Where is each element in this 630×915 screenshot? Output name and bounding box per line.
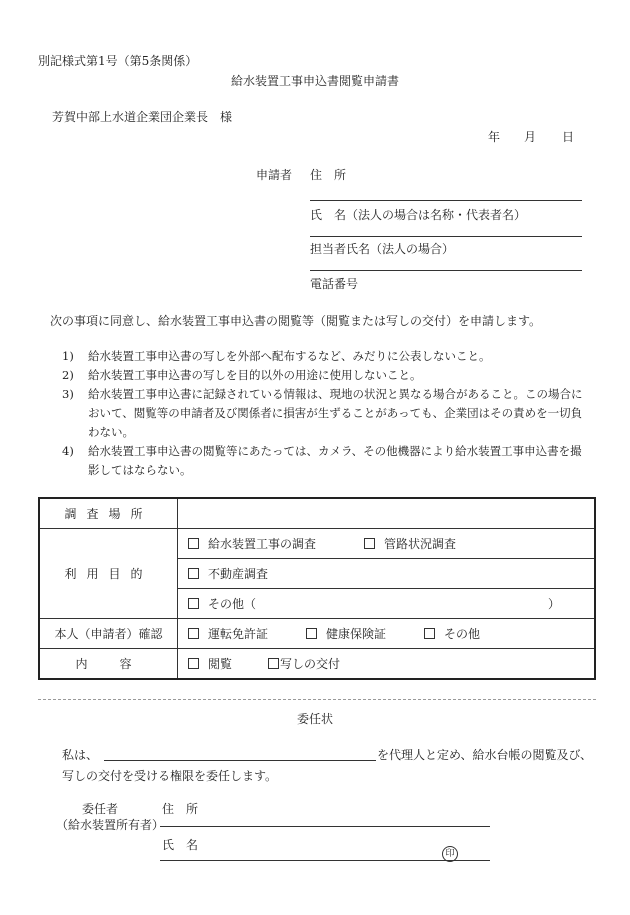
purpose-option-construction[interactable] [188,535,364,552]
condition-number: 4) [62,444,74,458]
condition-item [62,366,592,385]
purpose-option-realestate[interactable] [188,565,268,582]
addressee: 芳賀中部上水道企業団企業長 様 [52,110,233,124]
applicant-name-label: 氏 名（法人の場合は名称・代表者名） [310,208,527,222]
option-label: 運転免許証 [208,627,269,641]
option-label: 給水装置工事の調査 [208,537,317,551]
condition-number: 1) [62,349,74,363]
survey-location-field[interactable] [178,498,596,529]
date-day-label: 日 [562,130,575,144]
proxy-line1-suffix: を代理人と定め、給水台帳の閲覧及び、 [377,748,593,762]
condition-text: 給水装置工事申込書の閲覧等にあたっては、カメラ、その他機器により給水装置工事申込書を撮影してはならない。 [88,444,582,477]
delegator-address-label: 住 所 [162,802,199,816]
contact-write-line[interactable] [310,270,582,271]
condition-item [62,385,592,442]
option-label: 健康保険証 [326,627,387,641]
option-label: 写しの交付 [280,657,341,671]
cut-line [38,699,596,700]
date-month-label: 月 [524,130,537,144]
delegator-sub-label: （給水装置所有者） [56,818,165,832]
contact-name-label: 担当者氏名（法人の場合） [310,242,455,256]
delegator-name-label: 氏 名 [162,838,199,852]
condition-item [62,442,592,480]
form-number: 別記様式第1号（第5条関係） [38,54,198,68]
checkbox-icon[interactable] [268,658,279,669]
condition-number: 3) [62,387,74,401]
checkbox-icon[interactable] [188,658,199,669]
proxy-title: 委任状 [296,712,333,726]
address-write-line[interactable] [310,200,582,201]
delegator-address-write-line[interactable] [160,826,490,827]
survey-location-label: 調査場所 [64,507,153,521]
seal-mark: 印 [442,846,458,862]
checkbox-icon[interactable] [188,538,199,549]
applicant-address-label: 住 所 [310,168,347,182]
content-option-view[interactable] [188,655,268,672]
proxy-agent-write-line[interactable] [104,760,376,761]
identity-option-insurance[interactable] [306,625,424,642]
checkbox-icon[interactable] [188,598,199,609]
checkbox-icon[interactable] [306,628,317,639]
identity-option-other[interactable] [424,625,480,642]
condition-number: 2) [62,368,74,382]
option-label: その他（ [208,597,257,611]
condition-text: 給水装置工事申込書に記録されている情報は、現地の状況と異なる場合があること。この場合において、閲覧等の申請者及び関係者に損害が生ずることがあっても、企業団はその責めを一切負わない。 [88,387,583,439]
document-title: 給水装置工事申込書閲覧申請書 [230,74,399,88]
delegator-label: 委任者 [82,802,119,816]
paren-close: ） [548,597,561,611]
identity-label: 本人（申請者）確認 [54,627,163,641]
applicant-label: 申請者 [256,168,293,182]
agreement-text: 次の事項に同意し、給水装置工事申込書の閲覧等（閲覧または写しの交付）を申請します。 [50,314,542,328]
content-label: 内 容 [75,657,142,671]
content-option-copy[interactable] [268,655,340,672]
checkbox-icon[interactable] [188,628,199,639]
purpose-option-other[interactable] [188,595,548,612]
checkbox-icon[interactable] [188,568,199,579]
option-label: その他 [444,627,481,641]
option-label: 管路状況調査 [384,537,457,551]
date-year-label: 年 [488,130,501,144]
proxy-line1-prefix: 私は、 [62,748,99,762]
phone-label: 電話番号 [310,277,359,291]
delegator-name-write-line[interactable] [160,860,490,861]
condition-text: 給水装置工事申込書の写しを目的以外の用途に使用しないこと。 [88,368,422,382]
proxy-line2: 写しの交付を受ける権限を委任します。 [62,769,278,783]
name-write-line[interactable] [310,236,582,237]
purpose-label: 利用目的 [64,567,153,581]
condition-text: 給水装置工事申込書の写しを外部へ配布するなど、みだりに公表しないこと。 [88,349,491,363]
option-label: 閲覧 [208,657,233,671]
survey-table [38,497,596,680]
identity-option-license[interactable] [188,625,306,642]
option-label: 不動産調査 [208,567,269,581]
purpose-option-pipe[interactable] [364,535,456,552]
condition-item [62,347,592,366]
checkbox-icon[interactable] [364,538,375,549]
checkbox-icon[interactable] [424,628,435,639]
